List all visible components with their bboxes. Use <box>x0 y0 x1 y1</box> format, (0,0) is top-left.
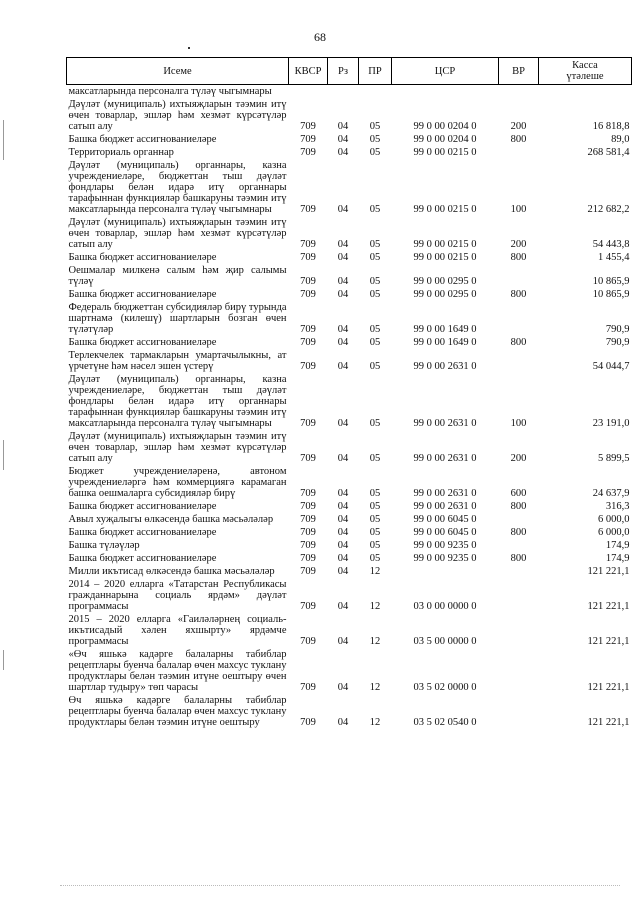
cell-kvsr: 709 <box>300 514 316 525</box>
cell-kvsr: 709 <box>300 717 316 728</box>
cell-csr: 99 0 00 2631 0 <box>413 453 477 464</box>
cell-pr: 05 <box>369 540 381 551</box>
cell-rz: 04 <box>337 418 349 429</box>
cell-rz: 04 <box>337 682 349 693</box>
cell-csr: 03 5 00 0000 0 <box>413 636 477 647</box>
table-row <box>67 373 632 430</box>
table-row <box>67 251 632 264</box>
cell-vr <box>499 565 539 578</box>
cell-kvsr: 709 <box>300 566 316 577</box>
cell-name: 2014 – 2020 елларга «Татарстан Республикасы гражданнарына социаль ярдәм» дәүләт программасы <box>68 579 287 612</box>
cell-kvsr: 709 <box>300 553 316 564</box>
cell-vr: 800 <box>510 527 527 538</box>
cell-vr <box>499 613 539 648</box>
cell-amount: 10 865,9 <box>592 289 630 300</box>
cell-amount: 316,3 <box>605 501 630 512</box>
cell-name: Дәүләт (муниципаль) ихтыяҗларын тәэмин итү өчен товарлар, эшләр һәм хезмәт күрсәтүләр сатып алу <box>68 217 287 250</box>
cell-kvsr: 709 <box>300 418 316 429</box>
table-row <box>67 694 632 729</box>
cell-name: «Өч яшькә кадәрге балаларны табиблар рецептлары буенча балалар өчен махсус туклану продуктлары белән тәэмин итүне оештыру өчен шартлар тудыру» төп чарасы <box>68 649 287 693</box>
header-amount-line1: Касса <box>572 60 598 71</box>
cell-kvsr: 709 <box>300 324 316 335</box>
table-row <box>67 301 632 336</box>
cell-kvsr: 709 <box>300 361 316 372</box>
cell-amount: 121 221,1 <box>587 717 630 728</box>
cell-name: Территориаль органнар <box>68 147 174 158</box>
header-rz: Рз <box>328 58 359 85</box>
cell-pr: 12 <box>369 717 381 728</box>
cell-kvsr: 709 <box>300 204 316 215</box>
cell-amount: 790,9 <box>605 337 630 348</box>
cell-csr: 99 0 00 1649 0 <box>413 337 477 348</box>
cell-vr <box>499 513 539 526</box>
cell-rz: 04 <box>337 134 349 145</box>
cell-name: Башка бюджет ассигнованиеләре <box>68 501 217 512</box>
cell-csr: 99 0 00 6045 0 <box>413 514 477 525</box>
cell-csr: 99 0 00 0215 0 <box>413 239 477 250</box>
table-row <box>67 216 632 251</box>
cell-name: Оешмалар милкенә салым һәм җир салымы түләү <box>68 265 287 287</box>
cell-rz: 04 <box>337 337 349 348</box>
cell-amount: 10 865,9 <box>592 276 630 287</box>
cell-pr: 05 <box>369 514 381 525</box>
cell-vr <box>499 146 539 159</box>
cell-name: Башка бюджет ассигнованиеләре <box>68 134 217 145</box>
cell-csr: 03 0 00 0000 0 <box>413 601 477 612</box>
cell-name: Дәүләт (муниципаль) ихтыяҗларын тәэмин итү өчен товарлар, эшләр һәм хезмәт күрсәтүләр сатып алу <box>68 431 287 464</box>
table-row <box>67 288 632 301</box>
cell-vr: 100 <box>510 204 527 215</box>
cell-csr: 99 0 00 0204 0 <box>413 121 477 132</box>
cell-kvsr: 709 <box>300 540 316 551</box>
cell-rz: 04 <box>337 636 349 647</box>
cell-kvsr: 709 <box>300 121 316 132</box>
scan-dot <box>188 47 190 49</box>
cell-rz: 04 <box>337 601 349 612</box>
cell-amount: 1 455,4 <box>598 252 630 263</box>
cell-vr <box>499 539 539 552</box>
cell-kvsr: 709 <box>300 337 316 348</box>
cell-vr: 800 <box>510 337 527 348</box>
cell-vr: 200 <box>510 239 527 250</box>
cell-amount: 121 221,1 <box>587 636 630 647</box>
cell-amount: 23 191,0 <box>592 418 630 429</box>
cell-amount: 89,0 <box>611 134 630 145</box>
cell-csr: 99 0 00 9235 0 <box>413 553 477 564</box>
cell-kvsr: 709 <box>300 527 316 538</box>
cell-rz: 04 <box>337 121 349 132</box>
table-row <box>67 500 632 513</box>
cell-amount: 790,9 <box>605 324 630 335</box>
cell-vr: 200 <box>510 453 527 464</box>
cell-name: максатларында персоналга түләү чыгымнары <box>68 86 272 97</box>
cell-rz: 04 <box>337 204 349 215</box>
cell-kvsr: 709 <box>300 134 316 145</box>
cell-kvsr <box>289 85 328 99</box>
cell-vr <box>499 264 539 288</box>
table-row <box>67 552 632 565</box>
cell-pr: 05 <box>369 252 381 263</box>
table-row <box>67 133 632 146</box>
cell-kvsr: 709 <box>300 147 316 158</box>
cell-rz: 04 <box>337 540 349 551</box>
header-name: Исеме <box>67 58 289 85</box>
cell-pr: 05 <box>369 239 381 250</box>
cell-amount: 16 818,8 <box>592 121 630 132</box>
header-amount <box>539 58 632 85</box>
header-vr: ВР <box>499 58 539 85</box>
cell-rz: 04 <box>337 553 349 564</box>
cell-vr: 800 <box>510 501 527 512</box>
table-row <box>67 539 632 552</box>
cell-rz: 04 <box>337 289 349 300</box>
cell-rz: 04 <box>337 453 349 464</box>
cell-pr: 05 <box>369 121 381 132</box>
cell-amount: 54 443,8 <box>592 239 630 250</box>
cell-pr: 05 <box>369 527 381 538</box>
cell-pr: 12 <box>369 566 381 577</box>
cell-kvsr: 709 <box>300 453 316 464</box>
cell-amount: 121 221,1 <box>587 601 630 612</box>
cell-kvsr: 709 <box>300 289 316 300</box>
table-row <box>67 159 632 216</box>
table-row <box>67 336 632 349</box>
header-pr: ПР <box>359 58 392 85</box>
cell-csr: 99 0 00 0204 0 <box>413 134 477 145</box>
cell-rz: 04 <box>337 361 349 372</box>
cell-vr <box>499 301 539 336</box>
scan-bottom-noise <box>60 885 620 888</box>
cell-name: Башка түләүләр <box>68 540 140 551</box>
cell-name: Башка бюджет ассигнованиеләре <box>68 337 217 348</box>
table-row <box>67 526 632 539</box>
cell-rz: 04 <box>337 252 349 263</box>
table-row <box>67 146 632 159</box>
cell-kvsr: 709 <box>300 239 316 250</box>
cell-name: Башка бюджет ассигнованиеләре <box>68 527 217 538</box>
table-row <box>67 648 632 694</box>
cell-kvsr: 709 <box>300 601 316 612</box>
cell-rz: 04 <box>337 514 349 525</box>
cell-pr: 05 <box>369 418 381 429</box>
cell-pr: 05 <box>369 289 381 300</box>
cell-name: Өч яшькә кадәрге балаларны табиблар рецептлары буенча балалар өчен махсус туклану продуктлары белән тәэмин итүне оештыру <box>68 695 287 728</box>
cell-pr: 12 <box>369 636 381 647</box>
cell-name: Дәүләт (муниципаль) органнары, казна учреждениеләре, бюджеттан тыш дәүләт фондлары белән идарә итү органнары тарафыннан функцияләр башкаруны тәэмин итү максатларында персоналга түләү чыгымнары <box>68 374 287 429</box>
cell-vr <box>499 349 539 373</box>
cell-rz: 04 <box>337 717 349 728</box>
cell-pr: 05 <box>369 276 381 287</box>
cell-pr: 12 <box>369 601 381 612</box>
cell-amount: 268 581,4 <box>587 147 630 158</box>
cell-pr: 05 <box>369 337 381 348</box>
scan-margin-mark <box>3 650 4 670</box>
cell-vr: 200 <box>510 121 527 132</box>
cell-csr: 99 0 00 0295 0 <box>413 276 477 287</box>
cell-csr <box>392 85 499 99</box>
cell-csr <box>392 565 499 578</box>
cell-amount <box>539 85 632 99</box>
cell-kvsr: 709 <box>300 252 316 263</box>
cell-vr <box>499 578 539 613</box>
cell-pr: 05 <box>369 147 381 158</box>
cell-amount: 121 221,1 <box>587 566 630 577</box>
header-csr: ЦСР <box>392 58 499 85</box>
cell-amount: 174,9 <box>605 553 630 564</box>
cell-vr <box>499 648 539 694</box>
cell-rz: 04 <box>337 324 349 335</box>
cell-amount: 6 000,0 <box>598 514 630 525</box>
cell-name: Федераль бюджеттан субсидияләр бирү турында шартнамә (килешү) шартларын бозган өчен түләтүләр <box>68 302 287 335</box>
cell-vr: 800 <box>510 289 527 300</box>
cell-pr: 05 <box>369 488 381 499</box>
table-row <box>67 513 632 526</box>
cell-amount: 174,9 <box>605 540 630 551</box>
cell-vr: 800 <box>510 553 527 564</box>
header-amount-line2: үтәлеше <box>566 71 604 82</box>
cell-csr: 99 0 00 0215 0 <box>413 252 477 263</box>
cell-rz: 04 <box>337 276 349 287</box>
cell-amount: 5 899,5 <box>598 453 630 464</box>
cell-vr: 600 <box>510 488 527 499</box>
cell-pr: 05 <box>369 324 381 335</box>
cell-csr: 99 0 00 2631 0 <box>413 361 477 372</box>
cell-vr: 100 <box>510 418 527 429</box>
cell-amount: 54 044,7 <box>592 361 630 372</box>
table-row <box>67 578 632 613</box>
cell-csr: 99 0 00 2631 0 <box>413 418 477 429</box>
cell-pr: 05 <box>369 134 381 145</box>
cell-rz: 04 <box>337 147 349 158</box>
table-row <box>67 349 632 373</box>
cell-amount: 24 637,9 <box>592 488 630 499</box>
cell-rz: 04 <box>337 501 349 512</box>
page-number: 68 <box>314 30 326 44</box>
cell-name: Башка бюджет ассигнованиеләре <box>68 553 217 564</box>
table-row <box>67 85 632 99</box>
cell-kvsr: 709 <box>300 488 316 499</box>
table-row <box>67 98 632 133</box>
cell-csr: 99 0 00 2631 0 <box>413 501 477 512</box>
cell-rz: 04 <box>337 488 349 499</box>
cell-pr: 05 <box>369 553 381 564</box>
cell-kvsr: 709 <box>300 276 316 287</box>
cell-csr: 99 0 00 0295 0 <box>413 289 477 300</box>
cell-name: Башка бюджет ассигнованиеләре <box>68 289 217 300</box>
cell-pr: 05 <box>369 204 381 215</box>
table-header-row <box>67 58 632 85</box>
cell-csr: 99 0 00 0215 0 <box>413 147 477 158</box>
header-kvsr: КВСР <box>289 58 328 85</box>
cell-vr <box>499 694 539 729</box>
cell-pr: 05 <box>369 453 381 464</box>
scan-margin-mark <box>3 440 4 470</box>
cell-name: Башка бюджет ассигнованиеләре <box>68 252 217 263</box>
budget-table <box>66 57 632 729</box>
cell-name: Терлекчелек тармакларын умартачылыкны, ат үрчетүне һәм нәсел эшен үстерү <box>68 350 287 372</box>
cell-name: Дәүләт (муниципаль) органнары, казна учреждениеләре, бюджеттан тыш дәүләт фондлары белән идарә итү органнары тарафыннан функцияләр башкаруны тәэмин итү максатларында персоналга түләү чыгымнары <box>68 160 287 215</box>
cell-csr: 03 5 02 0000 0 <box>413 682 477 693</box>
cell-rz: 04 <box>337 527 349 538</box>
cell-vr: 800 <box>510 252 527 263</box>
cell-rz: 04 <box>337 239 349 250</box>
cell-kvsr: 709 <box>300 501 316 512</box>
cell-pr: 12 <box>369 682 381 693</box>
cell-name: Дәүләт (муниципаль) ихтыяҗларын тәэмин итү өчен товарлар, эшләр һәм хезмәт күрсәтүләр сатып алу <box>68 99 287 132</box>
table-row <box>67 430 632 465</box>
cell-vr: 800 <box>510 134 527 145</box>
cell-kvsr: 709 <box>300 682 316 693</box>
cell-rz: 04 <box>337 566 349 577</box>
table-row <box>67 264 632 288</box>
cell-amount: 121 221,1 <box>587 682 630 693</box>
cell-csr: 99 0 00 9235 0 <box>413 540 477 551</box>
cell-pr: 05 <box>369 361 381 372</box>
cell-name: Милли икътисад өлкәсендә башка мәсьәләләр <box>68 566 275 577</box>
cell-amount: 6 000,0 <box>598 527 630 538</box>
cell-pr <box>359 85 392 99</box>
table-row <box>67 565 632 578</box>
cell-csr: 99 0 00 0215 0 <box>413 204 477 215</box>
table-row <box>67 465 632 500</box>
cell-name: Бюджет учреждениеләренә, автоном учреждениеләргә һәм коммерциягә карамаган башка оешмаларга субсидияләр бирү <box>68 466 287 499</box>
cell-csr: 99 0 00 1649 0 <box>413 324 477 335</box>
cell-amount: 212 682,2 <box>587 204 630 215</box>
cell-csr: 99 0 00 6045 0 <box>413 527 477 538</box>
scan-margin-mark <box>3 120 4 160</box>
cell-rz <box>328 85 359 99</box>
cell-name: Авыл хуҗалыгы өлкәсендә башка мәсьәләләр <box>68 514 274 525</box>
cell-pr: 05 <box>369 501 381 512</box>
cell-csr: 03 5 02 0540 0 <box>413 717 477 728</box>
cell-csr: 99 0 00 2631 0 <box>413 488 477 499</box>
cell-kvsr: 709 <box>300 636 316 647</box>
cell-name: 2015 – 2020 елларга «Гаиләләрнең социаль-икътисадый хәлен яхшырту» ярдәмче программасы <box>68 614 287 647</box>
cell-vr <box>499 85 539 99</box>
table-row <box>67 613 632 648</box>
